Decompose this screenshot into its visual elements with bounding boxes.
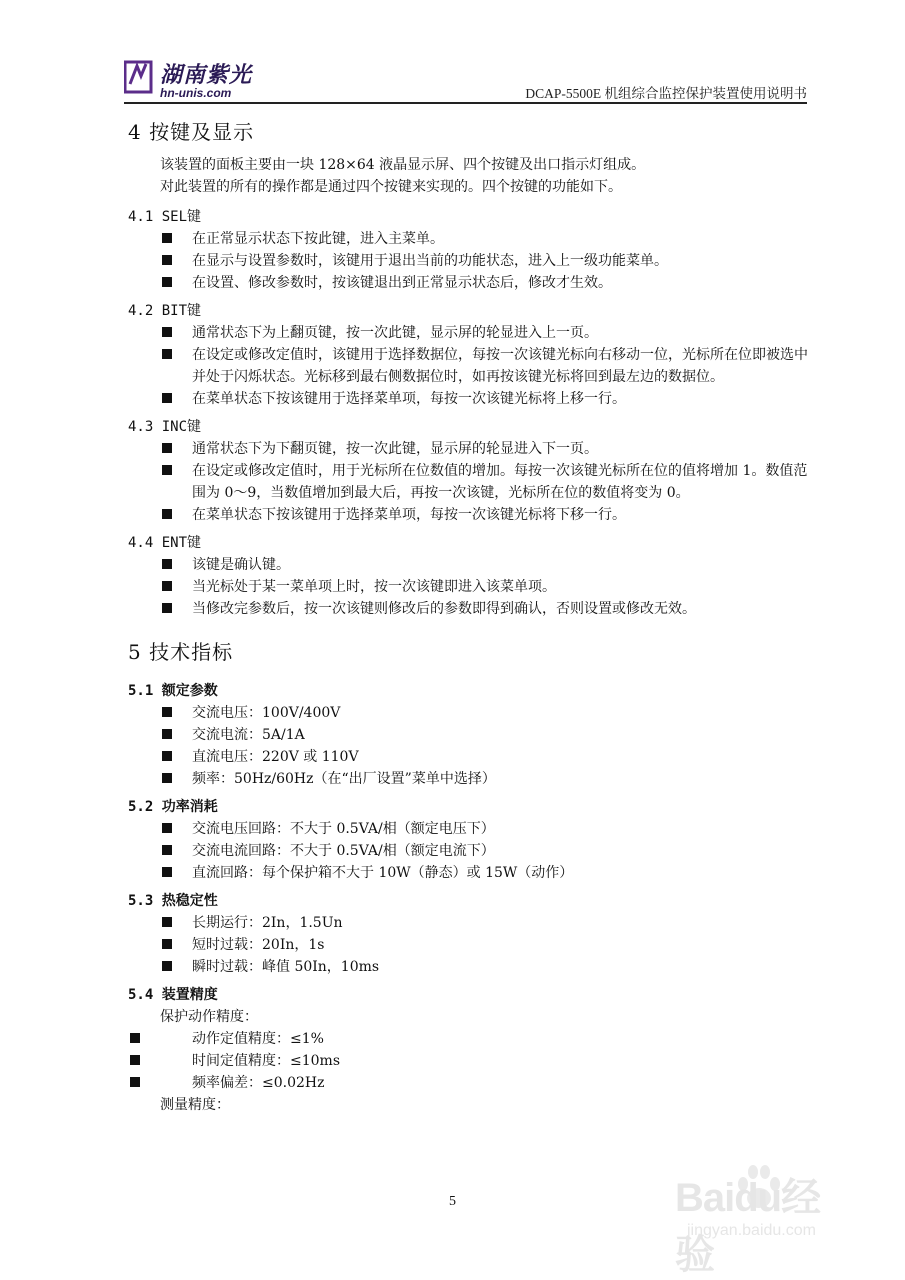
bullet-square-icon xyxy=(162,349,172,359)
list-item: 该键是确认键。 xyxy=(128,554,808,576)
list-item: 通常状态下为下翻页键，按一次此键，显示屏的轮显进入下一页。 xyxy=(128,438,808,460)
list-item: 交流电压：100V/400V xyxy=(128,702,808,724)
bullet-square-icon xyxy=(162,327,172,337)
subsection-5-4-list xyxy=(128,1028,808,1094)
subsection-4-1-heading: 4.1 SEL键 xyxy=(128,209,202,225)
subsection-5-2-heading: 5.2 功率消耗 xyxy=(128,799,218,815)
list-item: 频率偏差：≤0.02Hz xyxy=(128,1072,808,1094)
page-number: 5 xyxy=(449,1194,456,1209)
protection-accuracy-label: 保护动作精度： xyxy=(160,1009,258,1025)
section-4-title: 4 按键及显示 xyxy=(128,120,255,144)
bullet-square-icon xyxy=(130,1055,140,1065)
list-item: 时间定值精度：≤10ms xyxy=(128,1050,808,1072)
subsection-4-3-heading: 4.3 INC键 xyxy=(128,419,202,435)
list-item: 瞬时过载：峰值 50In，10ms xyxy=(128,956,808,978)
section-5-title: 5 技术指标 xyxy=(128,640,234,664)
list-item: 频率：50Hz/60Hz（在“出厂设置”菜单中选择） xyxy=(128,768,808,790)
list-item: 在设定或修改定值时，用于光标所在位数值的增加。每按一次该键光标所在位的值将增加 1。数值范围为 0～9，当数值增加到最大后，再按一次该键，光标所在位的数值将变为 0。 xyxy=(128,460,808,504)
bullet-square-icon xyxy=(162,509,172,519)
list-item: 动作定值精度：≤1% xyxy=(128,1028,808,1050)
logo-url-text: hn-unis.com xyxy=(160,86,232,100)
subsection-4-2-heading: 4.2 BIT键 xyxy=(128,303,202,319)
watermark-url: jingyan.baidu.com xyxy=(687,1222,816,1239)
logo-chinese-text: 湖南紫光 xyxy=(160,62,253,88)
bullet-square-icon xyxy=(162,867,172,877)
bullet-square-icon xyxy=(162,393,172,403)
watermark-text: Baidu经验 xyxy=(675,1176,821,1277)
list-item: 交流电压回路：不大于 0.5VA/相（额定电压下） xyxy=(128,818,808,840)
bullet-square-icon xyxy=(162,581,172,591)
list-item: 短时过载：20In，1s xyxy=(128,934,808,956)
header-divider xyxy=(124,102,807,104)
bullet-square-icon xyxy=(130,1033,140,1043)
subsection-5-3-list xyxy=(128,912,808,978)
list-item: 在设置、修改参数时，按该键退出到正常显示状态后，修改才生效。 xyxy=(128,272,808,294)
bullet-square-icon xyxy=(162,729,172,739)
list-item: 直流电压：220V 或 110V xyxy=(128,746,808,768)
subsection-4-4-list xyxy=(128,554,808,620)
bullet-square-icon xyxy=(162,465,172,475)
list-item: 在显示与设置参数时，该键用于退出当前的功能状态，进入上一级功能菜单。 xyxy=(128,250,808,272)
bullet-square-icon xyxy=(162,823,172,833)
subsection-4-1-list xyxy=(128,228,808,294)
subsection-5-1-list xyxy=(128,702,808,790)
list-item: 在正常显示状态下按此键，进入主菜单。 xyxy=(128,228,808,250)
subsection-4-2-list xyxy=(128,322,808,410)
list-item: 通常状态下为上翻页键，按一次此键，显示屏的轮显进入上一页。 xyxy=(128,322,808,344)
list-item: 在菜单状态下按该键用于选择菜单项，每按一次该键光标将下移一行。 xyxy=(128,504,808,526)
subsection-5-2-list xyxy=(128,818,808,884)
measurement-accuracy-label: 测量精度： xyxy=(160,1097,230,1113)
bullet-square-icon xyxy=(130,1077,140,1087)
subsection-4-4-heading: 4.4 ENT键 xyxy=(128,535,202,551)
bullet-square-icon xyxy=(162,255,172,265)
subsection-5-3-heading: 5.3 热稳定性 xyxy=(128,893,218,909)
bullet-square-icon xyxy=(162,961,172,971)
bullet-square-icon xyxy=(162,773,172,783)
list-item: 直流回路：每个保护箱不大于 10W（静态）或 15W（动作） xyxy=(128,862,808,884)
list-item: 当修改完参数后，按一次该键则修改后的参数即得到确认，否则设置或修改无效。 xyxy=(128,598,808,620)
list-item: 在设定或修改定值时，该键用于选择数据位，每按一次该键光标向右移动一位，光标所在位即被选中并处于闪烁状态。光标移到最右侧数据位时，如再按该键光标将回到最左边的数据位。 xyxy=(128,344,808,388)
bullet-square-icon xyxy=(162,233,172,243)
company-logo xyxy=(124,58,274,100)
company-logo-icon xyxy=(124,58,154,94)
list-item: 交流电流：5A/1A xyxy=(128,724,808,746)
page-content xyxy=(128,114,808,1116)
bullet-square-icon xyxy=(162,751,172,761)
bullet-square-icon xyxy=(162,917,172,927)
subsection-4-3-list xyxy=(128,438,808,526)
list-item: 当光标处于某一菜单项上时，按一次该键即进入该菜单项。 xyxy=(128,576,808,598)
intro-line-1: 该装置的面板主要由一块 128×64 液晶显示屏、四个按键及出口指示灯组成。 xyxy=(160,157,646,173)
page-header xyxy=(124,52,807,104)
intro-line-2: 对此装置的所有的操作都是通过四个按键来实现的。四个按键的功能如下。 xyxy=(160,179,622,195)
baidu-watermark xyxy=(647,1150,847,1277)
document-title: DCAP-5500E 机组综合监控保护装置使用说明书 xyxy=(525,86,807,101)
bullet-square-icon xyxy=(162,277,172,287)
list-item: 在菜单状态下按该键用于选择菜单项，每按一次该键光标将上移一行。 xyxy=(128,388,808,410)
bullet-square-icon xyxy=(162,443,172,453)
list-item: 长期运行：2In，1.5Un xyxy=(128,912,808,934)
bullet-square-icon xyxy=(162,939,172,949)
bullet-square-icon xyxy=(162,603,172,613)
bullet-square-icon xyxy=(162,559,172,569)
subsection-5-1-heading: 5.1 额定参数 xyxy=(128,683,218,699)
bullet-square-icon xyxy=(162,707,172,717)
subsection-5-4-heading: 5.4 装置精度 xyxy=(128,987,218,1003)
bullet-square-icon xyxy=(162,845,172,855)
list-item: 交流电流回路：不大于 0.5VA/相（额定电流下） xyxy=(128,840,808,862)
